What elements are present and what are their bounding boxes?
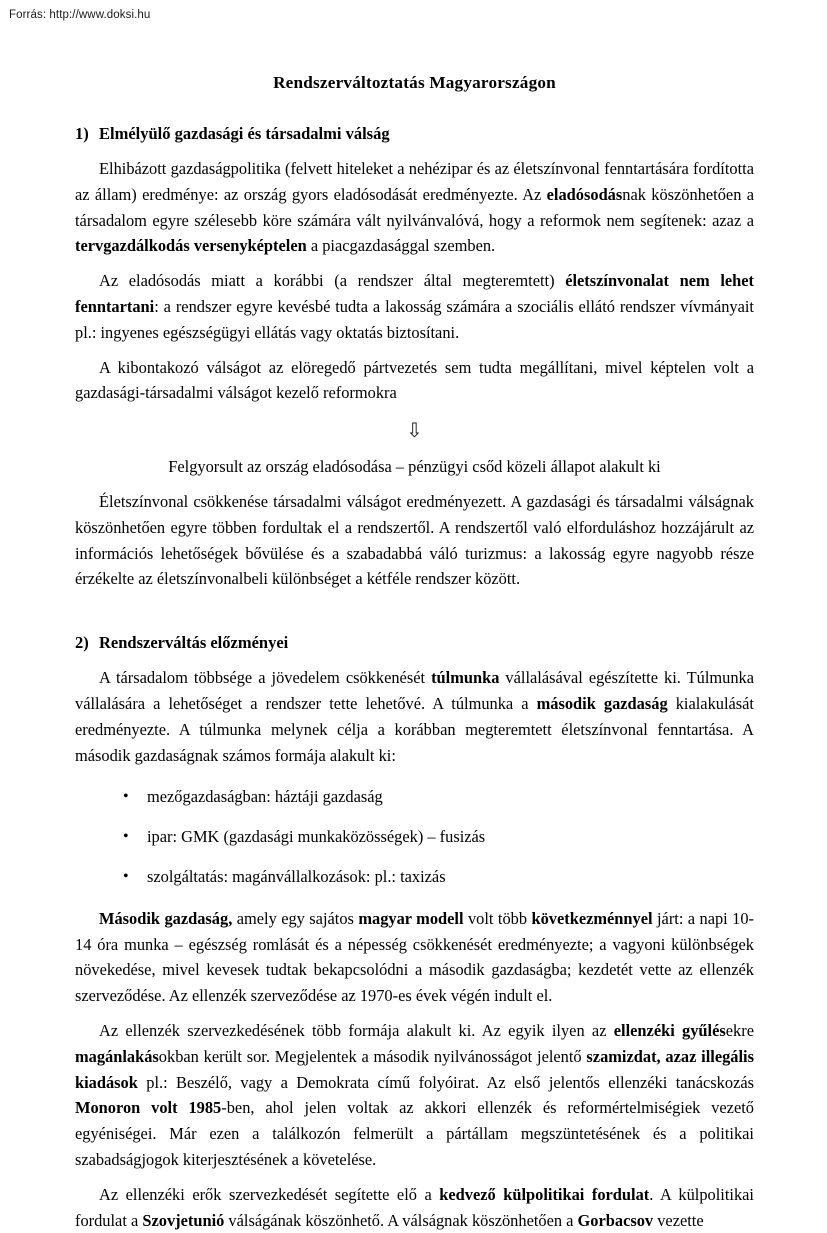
document-body xyxy=(75,72,754,1233)
list-item xyxy=(75,864,754,890)
paragraph-1-1 xyxy=(75,156,754,259)
text-run: pl.: Beszélő, vagy a Demokrata című folyóirat. Az első jelentős ellenzéki tanácskozás xyxy=(137,1072,754,1092)
page-title: Rendszerváltoztatás Magyarországon xyxy=(273,73,556,92)
list-item-label: mezőgazdaságban: háztáji gazdaság xyxy=(147,787,383,807)
text-run: Életszínvonal csökkenése társadalmi válságot eredményezett. A gazdasági és társadalmi válságnak köszönhetően egyre többen fordultak el a rendszertől. A rendszertől való elforduláshoz hozzájárult az információs lehetőségek bővülése és a szabadabbá váló turizmus: a lakosság egyre nagyobb része érzékelte az életszínvonalbeli különbséget a kétféle rendszer között. xyxy=(75,491,754,589)
text-run: Az ellenzéki erők szervezkedését segítette elő a xyxy=(99,1184,440,1204)
list-item xyxy=(75,824,754,850)
text-run: kialakulását eredményezte. A túlmunka melynek célja a korábban megteremtett életszínvonal fenntartása. A második gazdaságnak számos formája alakult ki: xyxy=(75,693,754,765)
text-run: A társadalom többsége a jövedelem csökkenését xyxy=(99,668,432,688)
text-run: okban került sor. Megjelentek a második nyilvánosságot jelentő xyxy=(158,1046,587,1066)
bullet-icon: • xyxy=(123,828,129,846)
bullet-icon: • xyxy=(123,788,129,806)
text-run: Az eladósodás miatt a korábbi (a rendszer által megteremtett) xyxy=(99,271,566,291)
section-title-2: Rendszerváltás előzményei xyxy=(99,633,289,653)
text-run: vezette xyxy=(653,1210,704,1230)
text-run: ekre xyxy=(725,1020,754,1040)
section-heading-1 xyxy=(75,123,754,144)
text-run: válságának köszönhető. A válságnak köszönhetően a xyxy=(224,1210,578,1230)
emphasis-tulmunka: túlmunka xyxy=(431,668,500,688)
paragraph-2-2 xyxy=(75,906,754,1009)
paragraph-1-4 xyxy=(75,489,754,592)
text-run: amely egy sajátos xyxy=(232,908,359,928)
second-economy-forms-list xyxy=(75,784,754,889)
text-run: volt több xyxy=(463,908,532,928)
emphasis-szamizdat: szamizdat, azaz illegális kiadások xyxy=(75,1046,754,1092)
bullet-icon: • xyxy=(123,867,129,885)
section-title-1: Elmélyülő gazdasági és társadalmi válság xyxy=(99,124,390,143)
list-item-label: szolgáltatás: magánvállalkozások: pl.: taxizás xyxy=(147,866,446,886)
emphasis-monor-1985: Monoron volt 1985 xyxy=(75,1098,222,1118)
source-url-stamp: Forrás: http://www.doksi.hu xyxy=(9,9,151,21)
paragraph-1-centered-statement: Felgyorsult az ország eladósodása – pénzügyi csőd közeli állapot alakult ki xyxy=(168,457,661,477)
emphasis-masodik-gazdasag: második gazdaság xyxy=(536,693,668,713)
text-run: -ben, ahol jelen voltak az akkori ellenzék és reformértelmiségiek vezető egyéniségei. Már ezen a találkozón felmerült a pártállam megszüntetésének és a politikai szabadságjogok kiterjesztésének a követelése. xyxy=(75,1098,754,1169)
emphasis-kedvezo-kulpolitikai-fordulat: kedvező külpolitikai fordulat xyxy=(439,1184,650,1204)
paragraph-2-3 xyxy=(75,1018,754,1173)
list-item xyxy=(75,784,754,810)
emphasis-maganlakas: magánlakás xyxy=(75,1046,159,1066)
emphasis-eletszinvonal: életszínvonalat nem lehet fenntartani xyxy=(75,271,754,316)
text-run: a piacgazdasággal szemben. xyxy=(306,236,496,256)
paragraph-1-3 xyxy=(75,355,754,407)
paragraph-1-2 xyxy=(75,268,754,345)
list-item-label: ipar: GMK (gazdasági munkaközösségek) – fusizás xyxy=(147,827,486,847)
text-run: járt: a napi 10-14 óra munka – egészség romlását és a népesség csökkenését eredményezte; a vagyoni különbségek növekedése, mivel kevesek tudtak bekapcsolódni a második gazdaságba; kezdetét vette az ellenzék szerveződése. Az ellenzék szerveződése az 1970-es évek végén indult el. xyxy=(75,908,755,1006)
section-heading-2 xyxy=(75,632,754,653)
emphasis-magyar-modell: magyar modell xyxy=(358,908,464,928)
text-run: vállalásával egészítette ki. Túlmunka vállalására a lehetőséget a rendszer tette lehetővé. A túlmunka a xyxy=(75,668,754,713)
emphasis-tervgazdalkodas: tervgazdálkodás versenyképtelen xyxy=(75,236,307,256)
section-number-1: 1) xyxy=(75,124,89,143)
text-run: Elhibázott gazdaságpolitika (felvett hiteleket a nehézipar és az életszínvonal fenntartására fordította az állam) eredménye: az ország gyors eladósodását eredményezte. Az xyxy=(75,159,754,204)
emphasis-gorbacsov: Gorbacsov xyxy=(577,1210,654,1230)
emphasis-szovjetunio: Szovjetunió xyxy=(142,1210,225,1230)
emphasis-masodik-gazdasag-lead: Második gazdaság, xyxy=(99,908,233,928)
emphasis-ellenzeki-gyules: ellenzéki gyűlés xyxy=(613,1020,726,1040)
text-run: Az ellenzék szervezkedésének több formája alakult ki. Az egyik ilyen az xyxy=(99,1020,614,1040)
text-run: . A külpolitikai fordulat a xyxy=(75,1184,754,1230)
paragraph-2-1 xyxy=(75,665,754,768)
text-run: A kibontakozó válságot az elöregedő pártvezetés sem tudta megállítani, mivel képtelen volt a gazdasági-társadalmi válságot kezelő reformokra xyxy=(75,357,754,403)
emphasis-kovetkezmennyel: következménnyel xyxy=(531,908,653,928)
paragraph-2-4 xyxy=(75,1182,754,1233)
text-run: nak köszönhetően a társadalom egyre szélesebb köre számára vált nyilvánvalóvá, hogy a reformok nem segítenek: azaz a xyxy=(75,184,754,230)
section-number-2: 2) xyxy=(75,633,89,653)
emphasis-eladosodas: eladósodás xyxy=(546,184,623,204)
down-arrow-icon: ⇩ xyxy=(406,418,423,443)
text-run: : a rendszer egyre kevésbé tudta a lakosság számára a szociális ellátó rendszer vívmányait pl.: ingyenes egészségügyi ellátás vagy oktatás biztosítani. xyxy=(75,296,754,342)
